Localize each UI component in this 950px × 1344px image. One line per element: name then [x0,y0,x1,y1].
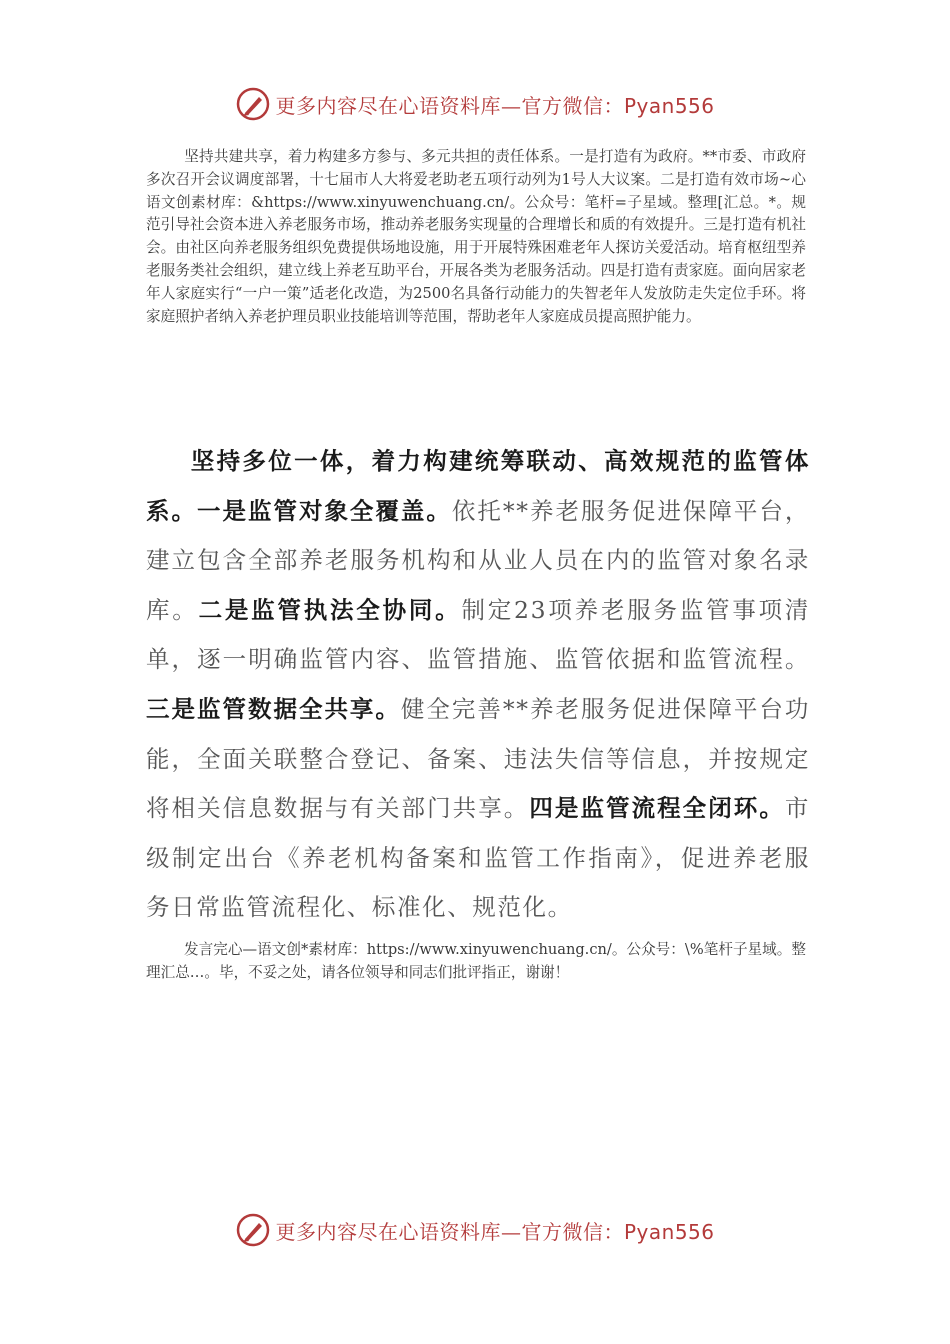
footer-banner [0,1210,950,1250]
paragraph-supervision-system [146,437,810,933]
header-banner-text [275,90,714,119]
point4-text: 市级制定出台《养老机构备案和监管工作指南》，促进养老服务日常监管流程化、标准化、规范化。 [146,794,811,922]
paragraph-responsibility-system [146,146,806,328]
pen-logo-icon [235,1212,271,1248]
footer-banner-label: 更多内容尽在心语资料库—官方微信： [275,1219,624,1244]
point1-heading: 一是监管对象全覆盖。 [196,496,452,525]
pen-logo-icon [235,86,271,122]
point2-heading: 二是监管执法全协同。 [198,595,462,624]
point3-heading: 三是监管数据全共享。 [146,694,401,723]
point2-text: 制定23项养老服务监管事项清单，逐一明确监管内容、监管措施、监管依据和监管流程。 [146,595,810,674]
header-banner-label: 更多内容尽在心语资料库—官方微信： [275,93,624,118]
point1-text: 依托**养老服务促进保障平台，建立包含全部养老服务机构和从业人员在内的监管对象名录库。 [146,496,811,624]
point4-heading: 四是监管流程全闭环。 [529,794,785,823]
point3-text: 健全完善**养老服务促进保障平台功能，全面关联整合登记、备案、违法失信等信息，并按规定将相关信息数据与有关部门共享。 [146,694,810,823]
header-wechat-id: Pyan556 [623,93,715,118]
paragraph-closing [146,939,806,985]
footer-wechat-id: Pyan556 [623,1219,715,1244]
paragraph3-text: 发言完心—语文创*素材库：https://www.xinyuwenchuang.cn/。公众号：\%笔杆子星域。整理汇总…。毕，不妥之处，请各位领导和同志们批评指正，谢谢！ [146,941,806,981]
paragraph2-lead: 坚持多位一体，着力构建统筹联动、高效规范的监管体系。 [146,447,810,525]
footer-banner-text [275,1216,714,1245]
header-banner [0,84,950,124]
paragraph1-text: 坚持共建共享，着力构建多方参与、多元共担的责任体系。一是打造有为政府。**市委、市政府多次召开会议调度部署，十七届市人大将爱老助老五项行动列为1号人大议案。二是打造有效市场~心语文创素材库：&https://www.xinyuwenchuang.cn/。公众号：笔杆=子星域。整理[汇总。*。规范引导社会资本进入养老服务市场，推动养老服务实现量的合理增长和质的有效提升。三是打造有机社会。由社区向养老服务组织免费提供场地设施，用于开展特殊困难老年人探访关爱活动。培育枢纽型养老服务类社会组织，建立线上养老互助平台，开展各类为老服务活动。四是打造有责家庭。面向居家老年人家庭实行“一户一策”适老化改造，为2500名具备行动能力的失智老年人发放防走失定位手环。将家庭照护者纳入养老护理员职业技能培训等范围，帮助老年人家庭成员提高照护能力。 [146,148,806,325]
